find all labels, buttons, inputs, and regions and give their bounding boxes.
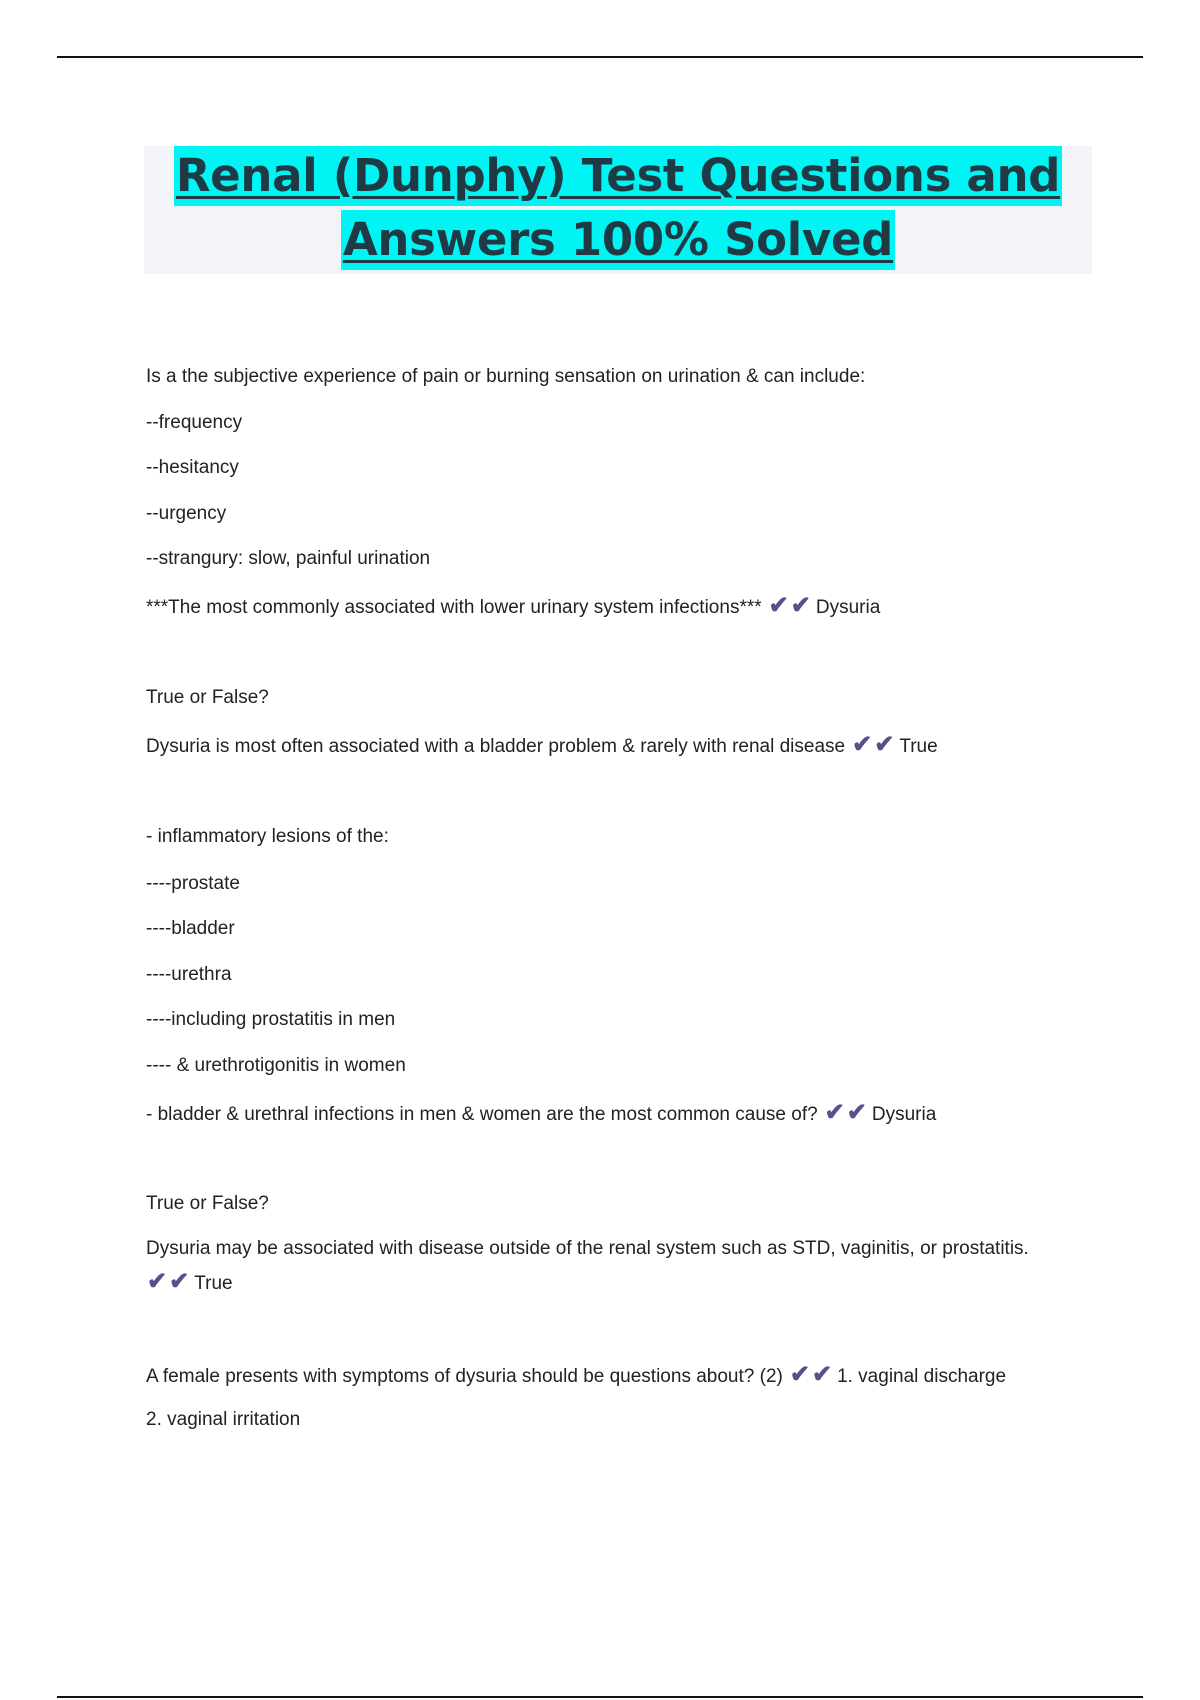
answer-text: True bbox=[194, 1273, 233, 1294]
answer-text: Dysuria bbox=[871, 1104, 937, 1125]
double-checkmark-icon: ✔✔ bbox=[147, 1268, 190, 1295]
question-text: A female presents with symptoms of dysuria should be questions about? (2) bbox=[146, 1366, 783, 1387]
question-text: ----including prostatitis in men bbox=[146, 1009, 396, 1030]
question-text: ----urethra bbox=[146, 964, 232, 985]
answer-text: Dysuria bbox=[815, 597, 881, 618]
question-text: --urgency bbox=[146, 503, 227, 524]
double-checkmark-icon: ✔✔ bbox=[852, 731, 895, 758]
double-checkmark-icon: ✔✔ bbox=[768, 592, 811, 619]
question-text: True or False? bbox=[146, 687, 269, 708]
title-banner bbox=[144, 146, 1092, 274]
question-text: --frequency bbox=[146, 412, 243, 433]
question-text: ---- & urethrotigonitis in women bbox=[146, 1055, 406, 1076]
qa-row bbox=[146, 1101, 936, 1127]
question-text: - inflammatory lesions of the: bbox=[146, 826, 389, 847]
double-checkmark-icon: ✔✔ bbox=[824, 1099, 867, 1126]
question-text: Dysuria may be associated with disease outside of the renal system such as STD, vaginitis, or prostatitis. bbox=[146, 1238, 1029, 1259]
question-text: - bladder & urethral infections in men & women are the most common cause of? bbox=[146, 1104, 818, 1125]
answer-text: 2. vaginal irritation bbox=[146, 1409, 301, 1430]
question-text: ----prostate bbox=[146, 873, 240, 894]
question-text: ***The most commonly associated with lower urinary system infections*** bbox=[146, 597, 762, 618]
qa-row bbox=[146, 733, 938, 759]
page-title-line-1: Renal (Dunphy) Test Questions and bbox=[174, 146, 1062, 206]
double-checkmark-icon: ✔✔ bbox=[789, 1361, 833, 1388]
question-text: --hesitancy bbox=[146, 457, 239, 478]
bottom-rule bbox=[57, 1696, 1143, 1698]
question-text: Dysuria is most often associated with a bladder problem & rarely with renal disease bbox=[146, 736, 846, 757]
question-text: --strangury: slow, painful urination bbox=[146, 548, 431, 569]
answer-text: 1. vaginal discharge bbox=[837, 1366, 1007, 1387]
question-text: True or False? bbox=[146, 1193, 269, 1214]
page-title-line-2: Answers 100% Solved bbox=[341, 210, 895, 270]
question-text: ----bladder bbox=[146, 918, 235, 939]
qa-row bbox=[146, 1363, 1006, 1389]
qa-row bbox=[146, 1270, 233, 1296]
question-text: Is a the subjective experience of pain or burning sensation on urination & can include: bbox=[146, 366, 866, 387]
answer-text: True bbox=[899, 736, 938, 757]
qa-row bbox=[146, 594, 880, 620]
top-rule bbox=[57, 56, 1143, 58]
